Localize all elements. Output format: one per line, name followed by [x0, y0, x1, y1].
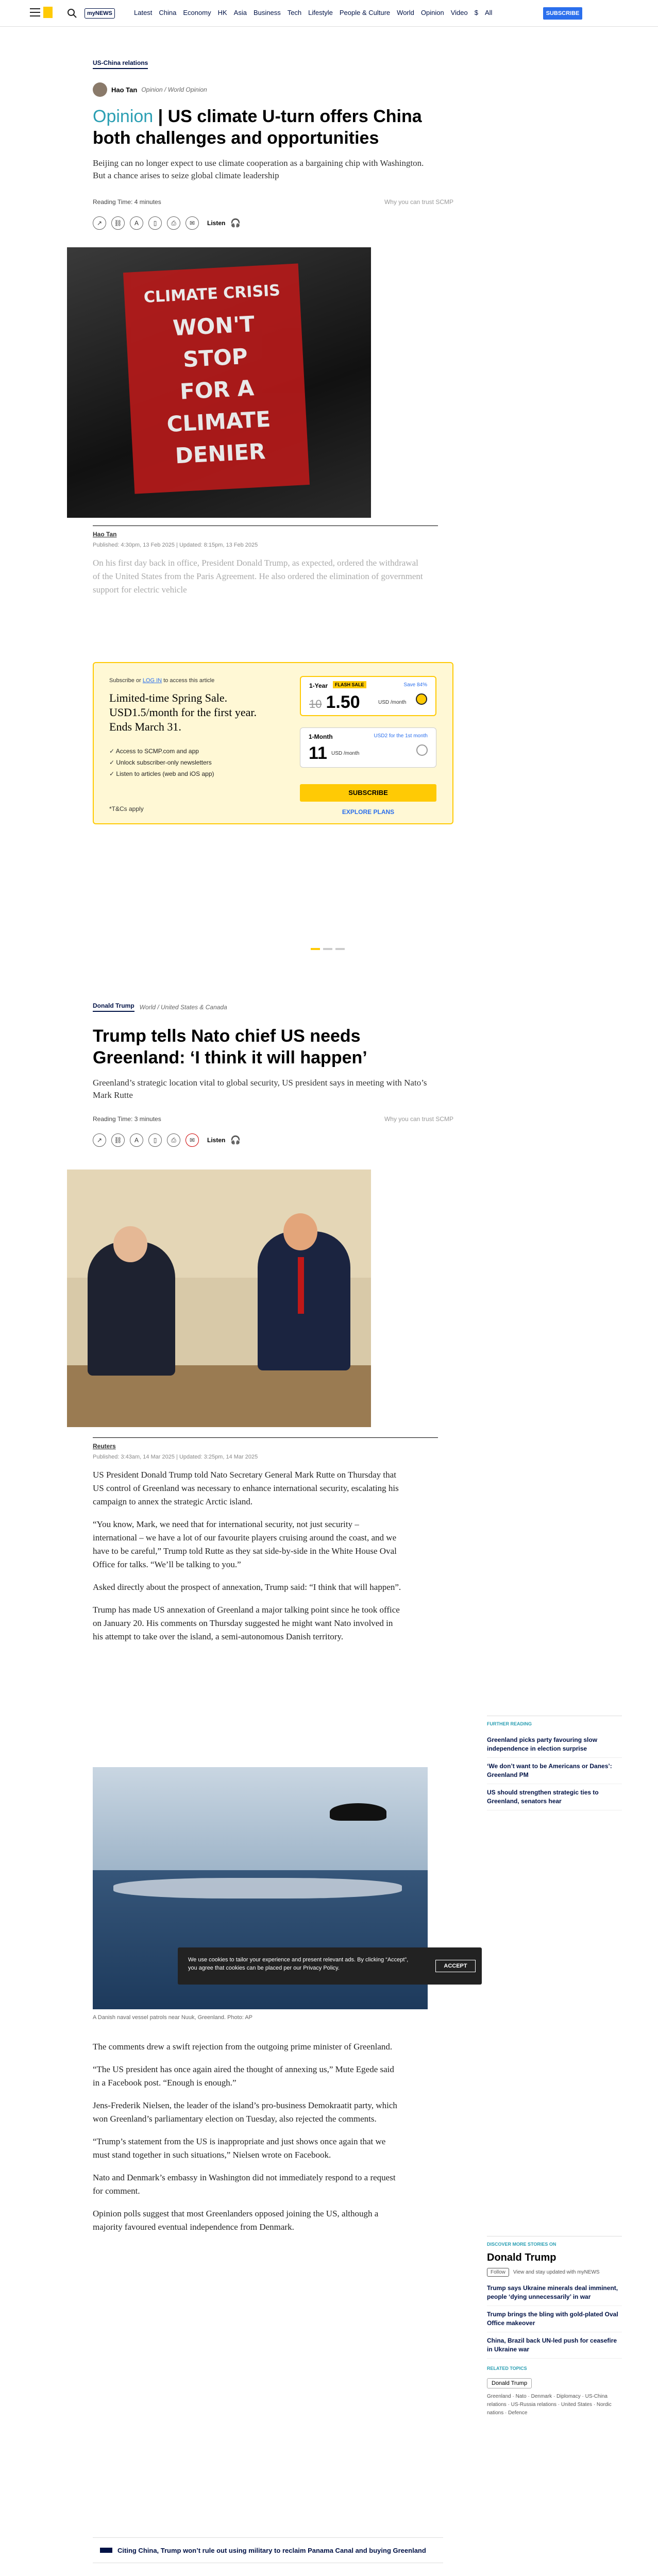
paragraph: Jens-Frederik Nielsen, the leader of the island’s pro-business Demokraatit party, which won Greenland’s parliamentary election on Tuesday, also rejected the comments. — [93, 2100, 397, 2124]
nav-link[interactable]: Opinion — [420, 9, 444, 16]
link-icon[interactable]: ⛓ — [111, 1133, 125, 1147]
benefits-list — [109, 745, 269, 779]
radio-selected-icon[interactable] — [416, 693, 427, 705]
article2-body-b — [93, 2040, 402, 2243]
topic-title[interactable]: Donald Trump — [487, 2252, 556, 2263]
article2-kicker — [93, 1002, 453, 1012]
mynews-button[interactable]: myNEWS — [85, 8, 115, 19]
bookmark-icon[interactable]: ▯ — [148, 216, 162, 230]
plan-price: 1.50 — [326, 692, 360, 712]
plan-1-year[interactable] — [300, 676, 436, 716]
reading-time: Reading Time: 3 minutes — [93, 1115, 161, 1123]
share-icon[interactable]: ↗ — [93, 216, 106, 230]
why-trust-link[interactable]: Why you can trust SCMP — [384, 198, 453, 206]
sidebar-story-link[interactable]: Trump says Ukraine minerals deal imminent, people ‘dying unnecessarily’ in war — [487, 2280, 622, 2306]
scmp-logo[interactable] — [43, 7, 53, 18]
trump-figure — [258, 1231, 350, 1370]
paragraph: “The US president has once again aired the thought of annexing us,” Mute Egede said in a Facebook post. “Enough is enough.” — [93, 2064, 394, 2088]
font-size-icon[interactable]: A — [130, 216, 143, 230]
cookie-accept-button[interactable]: ACCEPT — [435, 1960, 476, 1972]
nav-link[interactable]: People & Culture — [339, 9, 391, 16]
benefit-item: ✓ Access to SCMP.com and app — [109, 745, 269, 757]
radio-icon[interactable] — [416, 744, 428, 756]
explore-plans-link[interactable]: EXPLORE PLANS — [342, 808, 395, 816]
article1-meta — [93, 198, 453, 206]
sidebar-label: DISCOVER MORE STORIES ON — [487, 2242, 556, 2247]
cookie-text: We use cookies to tailor your experience and present relevant ads. By clicking “Accept”, you agree that cookies can be placed per our Privacy Policy. — [188, 1957, 409, 1971]
listen-button[interactable]: Listen — [207, 1137, 226, 1144]
sidebar-story-link[interactable]: China, Brazil back UN-led push for ceasefire in Ukraine war — [487, 2332, 622, 2359]
article2-body-a — [93, 1468, 402, 1653]
sidebar-story-link[interactable]: Greenland picks party favouring slow independence in election surprise — [487, 1732, 622, 1758]
paragraph: “You know, Mark, we need that for international security, not just security – international – we have a lot of our favourite players cruising around the coast, and we have to be careful,” Trump told Rutte as they sat side-by-side in the White House Oval Office for talks. “We’ll be talking to you.” — [93, 1519, 397, 1569]
benefit-item: ✓ Unlock subscriber-only newsletters — [109, 757, 269, 768]
byline-author[interactable]: Hao Tan — [93, 531, 117, 538]
article2-divider — [93, 1437, 438, 1438]
sidebar-story-link[interactable]: ‘We don’t want to be Americans or Danes’: Greenland PM — [487, 1758, 622, 1784]
article1-kicker — [93, 59, 453, 69]
nav-link[interactable]: Latest — [134, 9, 153, 16]
bookmark-icon[interactable]: ▯ — [148, 1133, 162, 1147]
related-topics-label: RELATED TOPICS — [487, 2366, 527, 2371]
article1-summary: Beijing can no longer expect to use climate cooperation as a bargaining chip with Washington. But a chance arises to seize global climate leadership — [93, 158, 424, 180]
article1-share-row — [93, 216, 453, 230]
byline-time: Published: 4:30pm, 13 Feb 2025 | Updated: 8:15pm, 13 Feb 2025 — [93, 542, 258, 548]
listen-button[interactable]: Listen — [207, 219, 226, 227]
benefit-item: ✓ Listen to articles (web and iOS app) — [109, 768, 269, 779]
related-article-link[interactable] — [93, 2537, 443, 2563]
sidebar-story-link[interactable]: Trump brings the bling with gold-plated Oval Office makeover — [487, 2306, 622, 2332]
plan-unit: USD /month — [331, 751, 360, 756]
nav-links — [134, 9, 492, 16]
article2-summary: Greenland’s strategic location vital to global security, US president says in meeting with Nato’s Mark Rutte — [93, 1078, 427, 1100]
article1-headline: Opinion | US climate U-turn offers China both challenges and opportunities — [93, 107, 422, 148]
paywall-title: Limited-time Spring Sale. USD1.5/month for the first year. Ends March 31. — [109, 691, 257, 733]
sidebar-label: FURTHER READING — [487, 1721, 532, 1726]
follow-note: View and stay updated with myNEWS — [513, 2269, 600, 2275]
nav-link[interactable]: Business — [253, 9, 281, 16]
paragraph: US President Donald Trump told Nato Secretary General Mark Rutte on Thursday that US control of Greenland was necessary to enhance international security, escalating his campaign to annex the strategic Arctic island. — [93, 1470, 399, 1506]
hero-image-protest — [67, 247, 371, 518]
author-name[interactable]: Hao Tan — [111, 86, 138, 94]
search-icon[interactable] — [66, 7, 78, 20]
author-row — [93, 82, 453, 97]
link-icon[interactable]: ⛓ — [111, 216, 125, 230]
old-price: 10 — [309, 698, 322, 710]
plan-unit: USD /month — [378, 700, 407, 705]
article1-byline — [93, 531, 453, 548]
nav-link[interactable]: HK — [217, 9, 227, 16]
photo-caption: A Danish naval vessel patrols near Nuuk, Greenland. Photo: AP — [93, 2014, 253, 2021]
nav-link[interactable]: Tech — [287, 9, 302, 16]
loading-indicator — [311, 948, 345, 950]
plan-name: 1-Month — [309, 733, 333, 740]
section-link[interactable]: US-China relations — [93, 59, 148, 69]
headline-text: Trump tells Nato chief US needs Greenland: ‘I think it will happen’ — [93, 1026, 367, 1067]
article1-body-preview: On his first day back in office, President Donald Trump, as expected, ordered the withdrawal of the United States from the Paris Agreement. He also ordered the elimination of government support for electric vehicle — [93, 558, 423, 595]
sign-line: CLIMATE CRISIS — [143, 281, 281, 307]
subscribe-button[interactable]: SUBSCRIBE — [543, 7, 582, 20]
reading-time: Reading Time: 4 minutes — [93, 198, 161, 206]
comment-icon[interactable]: ✉ — [185, 216, 199, 230]
paragraph: Asked directly about the prospect of annexation, Trump said: “I think that will happen”. — [93, 1582, 401, 1592]
paywall-subscribe-button[interactable]: SUBSCRIBE — [300, 784, 436, 802]
sign-line: CLIMATE — [166, 406, 272, 437]
nav-link[interactable]: World — [397, 9, 414, 16]
why-trust-link[interactable]: Why you can trust SCMP — [384, 1115, 453, 1123]
tnc-link[interactable]: *T&Cs apply — [109, 805, 144, 812]
plan-name: 1-Year — [309, 682, 328, 689]
flash-sale-badge: FLASH SALE — [333, 681, 366, 688]
paragraph: The comments drew a swift rejection from the outgoing prime minister of Greenland. — [93, 2042, 393, 2052]
paragraph: Trump has made US annexation of Greenland a major talking point since he took office on January 20. His comments on Thursday suggested he might want Nato involved in his attempt to take over the island, a semi-autonomous Danish territory. — [93, 1605, 400, 1641]
section-link[interactable]: Donald Trump — [93, 1002, 134, 1012]
byline-author[interactable]: Reuters — [93, 1443, 116, 1450]
video-play-icon — [100, 2548, 112, 2553]
bird-silhouette — [330, 1803, 386, 1821]
opinion-label: Opinion — [93, 107, 154, 126]
paywall-intro-text: Subscribe or — [109, 677, 141, 684]
nav-link[interactable]: All — [484, 9, 493, 16]
nav-link[interactable]: Asia — [233, 9, 247, 16]
topic-tag[interactable]: Donald Trump — [487, 2378, 532, 2388]
sign-line: STOP — [182, 343, 248, 372]
headphones-icon[interactable]: 🎧 — [230, 219, 241, 228]
avatar[interactable] — [93, 82, 107, 97]
nav-link[interactable]: Video — [450, 9, 468, 16]
paragraph: “Trump’s statement from the US is inappropriate and just shows once again that we must stand together in such situations,” Nielsen wrote on Facebook. — [93, 2137, 386, 2160]
paywall-box — [93, 662, 453, 824]
share-icon[interactable]: ↗ — [93, 1133, 106, 1147]
follow-row — [487, 2268, 622, 2277]
further-reading — [487, 1716, 622, 1810]
byline-time: Published: 3:43am, 14 Mar 2025 | Updated: 3:25pm, 14 Mar 2025 — [93, 1454, 258, 1460]
nav-link[interactable]: China — [159, 9, 177, 16]
paywall-intro — [109, 677, 269, 684]
menu-icon[interactable] — [30, 8, 40, 16]
paywall-intro-end: to access this article — [163, 677, 215, 684]
related-topic-tags[interactable]: Greenland · Nato · Denmark · Diplomacy · US-China relations · US-Russia relations · United States · Nordic nations · Defence — [487, 2394, 612, 2416]
headphones-icon[interactable]: 🎧 — [230, 1136, 241, 1145]
login-link[interactable]: LOG IN — [142, 677, 162, 684]
article2-share-row — [93, 1133, 453, 1147]
plan-price: 11 — [309, 743, 327, 763]
subsection[interactable]: World / United States & Canada — [139, 1003, 227, 1011]
sign-line: DENIER — [174, 438, 266, 469]
nav-link[interactable]: $ — [474, 9, 478, 16]
hero-image-oval-office — [67, 1170, 371, 1427]
article2-meta — [93, 1115, 453, 1123]
plan-1-month[interactable] — [300, 727, 436, 768]
related-link-text: Citing China, Trump won’t rule out using military to reclaim Panama Canal and buying Greenland — [117, 2546, 426, 2554]
sign-line: FOR A — [179, 375, 255, 404]
discover-more-trump — [487, 2236, 622, 2417]
font-size-icon[interactable]: A — [130, 1133, 143, 1147]
top-nav — [0, 0, 658, 27]
print-icon[interactable]: ⎙ — [167, 1133, 180, 1147]
article2-byline — [93, 1443, 453, 1460]
article2-headline — [93, 1025, 453, 1069]
comment-icon[interactable]: ✉ — [185, 1133, 199, 1147]
subsection[interactable]: Opinion / World Opinion — [141, 86, 207, 93]
paragraph: Opinion polls suggest that most Greenlanders opposed joining the US, although a majority favoured eventual independence from Denmark. — [93, 2209, 379, 2232]
sidebar-story-link[interactable]: US should strengthen strategic ties to Greenland, senators hear — [487, 1784, 622, 1810]
plan-save: Save 84% — [403, 682, 427, 688]
print-icon[interactable]: ⎙ — [167, 216, 180, 230]
nav-link[interactable]: Lifestyle — [308, 9, 333, 16]
plan-save: USD2 for the 1st month — [374, 733, 428, 739]
cookie-banner — [178, 1947, 482, 1985]
nav-link[interactable]: Economy — [183, 9, 211, 16]
projected-sign — [123, 263, 310, 494]
paragraph: Nato and Denmark’s embassy in Washington did not immediately respond to a request for comment. — [93, 2173, 396, 2196]
follow-button[interactable]: Follow — [487, 2268, 509, 2277]
headline-text: US climate U-turn offers China both challenges and opportunities — [93, 107, 422, 148]
sign-line: WON'T — [172, 311, 256, 341]
